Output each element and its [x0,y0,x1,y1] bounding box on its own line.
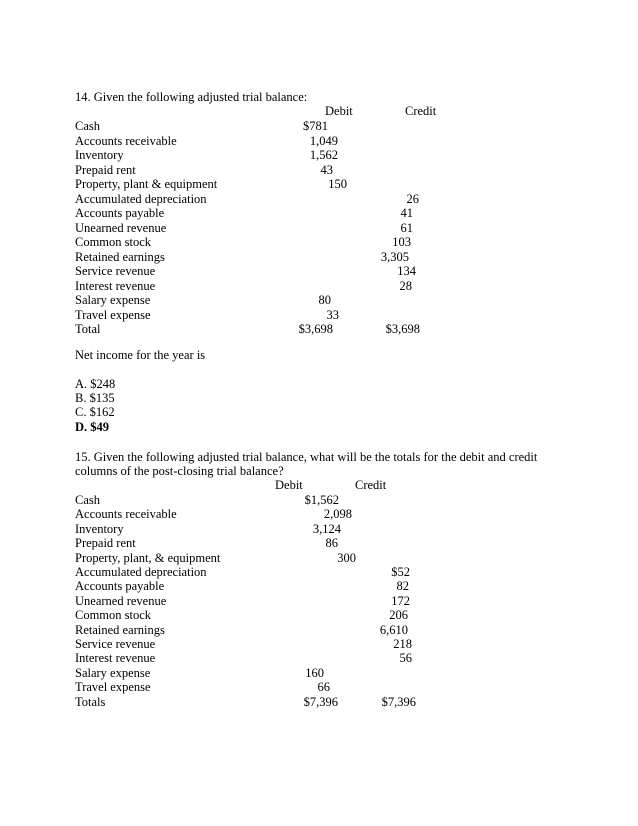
row-label: Total [75,322,101,336]
row-label: Accumulated depreciation [75,565,207,579]
row-label: Travel expense [75,307,151,322]
row-credit: $7,396 [381,694,416,709]
row-debit: 33 [326,307,339,322]
row-credit: 26 [406,191,419,206]
row-debit: 86 [325,536,338,551]
row-debit: 80 [318,293,331,307]
row-debit: 160 [305,665,324,680]
row-credit: 134 [397,264,416,278]
q14-choice-c: C. $162 [75,405,115,419]
q14-question: Net income for the year is [75,348,206,362]
row-debit: 43 [320,162,333,177]
row-label: Salary expense [75,293,151,307]
row-debit: $3,698 [298,322,333,336]
q14-debit-header: Debit [325,104,353,118]
row-label: Accounts receivable [75,133,177,148]
row-credit: 206 [389,608,408,623]
row-debit: 2,098 [323,507,352,522]
row-label: Prepaid rent [75,536,136,551]
row-credit: 28 [399,278,412,293]
row-label: Common stock [75,608,152,623]
row-label: Common stock [75,235,152,249]
q14-credit-header: Credit [405,104,437,118]
q15-credit-header: Credit [355,478,387,492]
row-label: Retained earnings [75,622,165,637]
row-credit: $3,698 [385,322,420,336]
row-credit: $52 [391,565,410,579]
row-label: Totals [75,694,106,709]
row-label: Inventory [75,148,124,162]
row-credit: 172 [391,593,410,608]
q14-choice-b: B. $135 [75,391,115,405]
row-credit: 6,610 [379,622,408,637]
row-credit: 61 [400,220,413,235]
row-label: Retained earnings [75,249,165,264]
row-label: Unearned revenue [75,220,167,235]
row-label: Prepaid rent [75,162,136,177]
row-debit: 300 [337,550,356,565]
row-credit: 3,305 [380,249,409,264]
row-debit: 150 [328,177,347,191]
row-label: Accounts receivable [75,507,177,522]
row-credit: 41 [400,206,413,220]
row-debit: $781 [303,119,328,133]
q15-debit-header: Debit [275,478,303,492]
q15-title-line2: columns of the post-closing trial balance? [75,464,284,478]
row-label: Accumulated depreciation [75,191,207,206]
row-label: Accounts payable [75,206,165,220]
row-label: Interest revenue [75,278,156,293]
row-label: Salary expense [75,665,151,680]
row-debit: $7,396 [303,694,338,709]
row-label: Property, plant, & equipment [75,550,221,565]
q15-title-line1: 15. Given the following adjusted trial balance, what will be the totals for the debit and credit [75,450,538,464]
row-label: Accounts payable [75,579,165,594]
row-credit: 56 [399,651,412,666]
q14-title: 14. Given the following adjusted trial balance: [75,90,308,104]
row-debit: $1,562 [304,493,339,507]
row-label: Property, plant & equipment [75,177,218,191]
row-label: Cash [75,119,100,133]
row-label: Inventory [75,521,124,536]
row-credit: 218 [393,637,412,651]
row-debit: 1,049 [309,133,338,148]
row-label: Service revenue [75,637,156,651]
row-label: Travel expense [75,680,151,695]
row-debit: 66 [317,680,330,695]
row-label: Service revenue [75,264,156,278]
row-label: Interest revenue [75,651,156,666]
q14-choice-a: A. $248 [75,377,116,391]
row-credit: 103 [392,235,411,249]
row-label: Cash [75,493,100,507]
q14-choice-d-answer: D. $49 [75,420,110,434]
row-credit: 82 [396,579,409,594]
row-debit: 1,562 [309,148,338,162]
row-debit: 3,124 [312,521,341,536]
row-label: Unearned revenue [75,593,167,608]
